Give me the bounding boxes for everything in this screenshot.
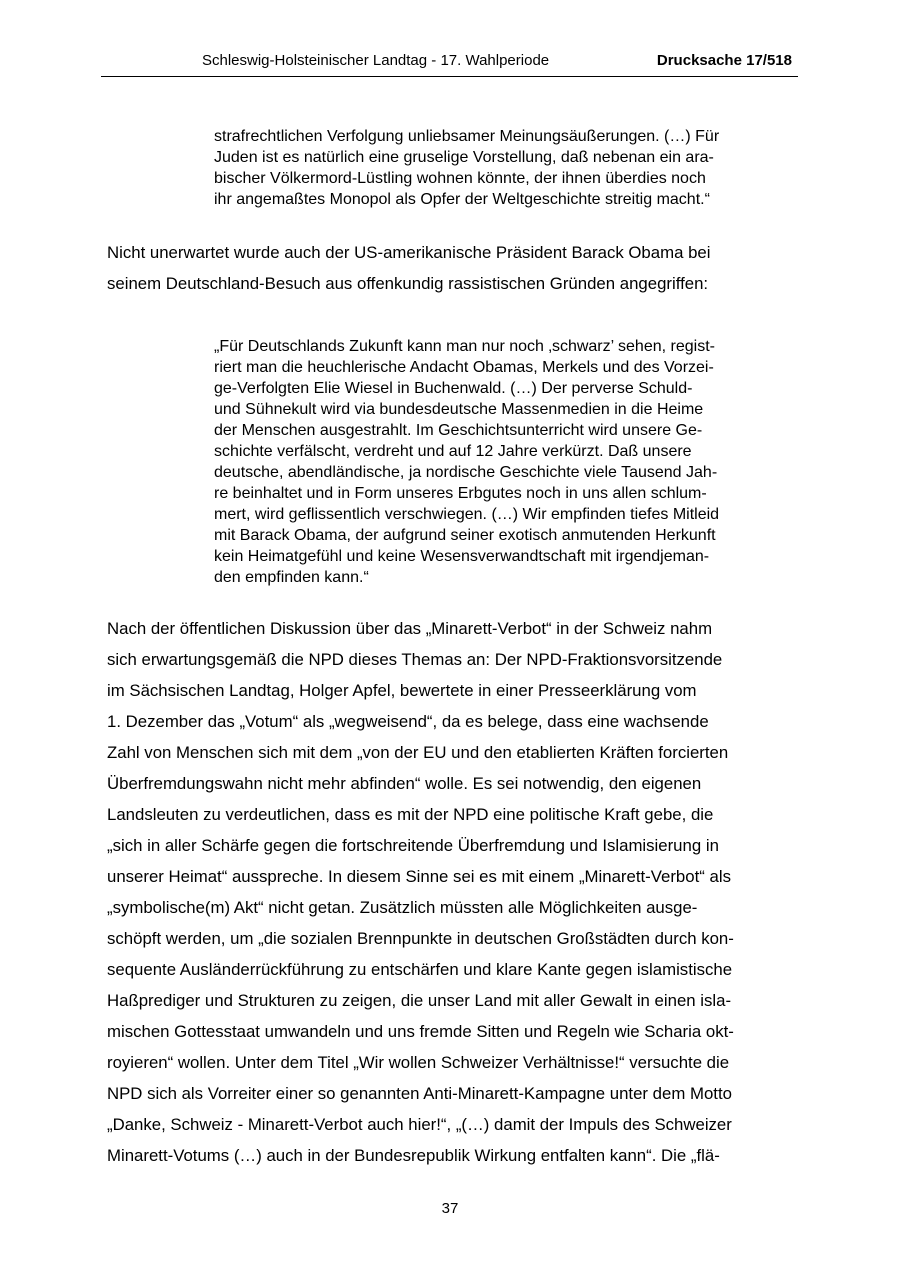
text-line: Landsleuten zu verdeutlichen, dass es mit der NPD eine politische Kraft gebe, die bbox=[107, 805, 714, 824]
text-line: strafrechtlichen Verfolgung unliebsamer Meinungsäußerungen. (…) Für bbox=[214, 128, 720, 145]
text-line: seinem Deutschland-Besuch aus offenkundig rassistischen Gründen angegriffen: bbox=[107, 274, 709, 293]
text-line: re beinhaltet und in Form unseres Erbgutes noch in uns allen schlum- bbox=[214, 485, 707, 502]
page-number: 37 bbox=[441, 1200, 459, 1217]
document-number: Drucksache 17/518 bbox=[656, 52, 792, 69]
text-line: Überfremdungswahn nicht mehr abfinden“ wolle. Es sei notwendig, den eigenen bbox=[107, 774, 702, 793]
text-line: „Danke, Schweiz - Minarett-Verbot auch hier!“, „(…) damit der Impuls des Schweizer bbox=[107, 1115, 732, 1134]
text-line: Nicht unerwartet wurde auch der US-amerikanische Präsident Barack Obama bei bbox=[107, 243, 711, 262]
text-line: „symbolische(m) Akt“ nicht getan. Zusätzlich müssten alle Möglichkeiten ausge- bbox=[107, 898, 698, 917]
text-line: kein Heimatgefühl und keine Wesensverwandtschaft mit irgendjeman- bbox=[214, 548, 710, 565]
text-line: bischer Völkermord-Lüstling wohnen könnte, der ihnen überdies noch bbox=[214, 170, 706, 187]
text-line: und Sühnekult wird via bundesdeutsche Massenmedien in die Heime bbox=[214, 401, 704, 418]
text-line: mischen Gottesstaat umwandeln und uns fremde Sitten und Regeln wie Scharia okt- bbox=[107, 1022, 734, 1041]
text-line: im Sächsischen Landtag, Holger Apfel, bewertete in einer Presseerklärung vom bbox=[107, 681, 697, 700]
text-line: „sich in aller Schärfe gegen die fortschreitende Überfremdung und Islamisierung in bbox=[107, 836, 719, 855]
text-line: unserer Heimat“ ausspreche. In diesem Sinne sei es mit einem „Minarett-Verbot“ als bbox=[107, 867, 731, 886]
text-line: Zahl von Menschen sich mit dem „von der EU und den etablierten Kräften forcierten bbox=[107, 743, 729, 762]
text-line: ge-Verfolgten Elie Wiesel in Buchenwald. (…) Der perverse Schuld- bbox=[214, 380, 693, 397]
paragraph-2 bbox=[107, 613, 797, 1171]
paragraph-1 bbox=[107, 237, 797, 299]
text-line: sich erwartungsgemäß die NPD dieses Themas an: Der NPD-Fraktionsvorsitzende bbox=[107, 650, 723, 669]
page-header bbox=[101, 52, 798, 77]
text-line: NPD sich als Vorreiter einer so genannten Anti-Minarett-Kampagne unter dem Motto bbox=[107, 1084, 732, 1103]
text-line: Minarett-Votums (…) auch in der Bundesrepublik Wirkung entfalten kann“. Die „flä- bbox=[107, 1146, 720, 1165]
text-line: den empfinden kann.“ bbox=[214, 569, 369, 586]
text-line: Haßprediger und Strukturen zu zeigen, die unser Land mit aller Gewalt in einen isla- bbox=[107, 991, 732, 1010]
text-line: Nach der öffentlichen Diskussion über das „Minarett-Verbot“ in der Schweiz nahm bbox=[107, 619, 713, 638]
text-line: 1. Dezember das „Votum“ als „wegweisend“, da es belege, dass eine wachsende bbox=[107, 712, 709, 731]
block-quote-1 bbox=[214, 126, 789, 210]
header-title: Schleswig-Holsteinischer Landtag - 17. Wahlperiode bbox=[202, 52, 550, 69]
text-line: mert, wird geflissentlich verschwiegen. (…) Wir empfinden tiefes Mitleid bbox=[214, 506, 720, 523]
text-line: ihr angemaßtes Monopol als Opfer der Weltgeschichte streitig macht.“ bbox=[214, 191, 710, 208]
text-line: schöpft werden, um „die sozialen Brennpunkte in deutschen Großstädten durch kon- bbox=[107, 929, 734, 948]
text-line: Juden ist es natürlich eine gruselige Vorstellung, daß nebenan ein ara- bbox=[214, 149, 714, 166]
text-line: deutsche, abendländische, ja nordische Geschichte viele Tausend Jah- bbox=[214, 464, 718, 481]
text-line: royieren“ wollen. Unter dem Titel „Wir wollen Schweizer Verhältnisse!“ versuchte die bbox=[107, 1053, 730, 1072]
text-line: „Für Deutschlands Zukunft kann man nur noch ‚schwarz’ sehen, regist- bbox=[214, 338, 715, 355]
text-line: schichte verfälscht, verdreht und auf 12 Jahre verkürzt. Daß unsere bbox=[214, 443, 692, 460]
text-line: der Menschen ausgestrahlt. Im Geschichtsunterricht wird unsere Ge- bbox=[214, 422, 703, 439]
text-line: mit Barack Obama, der aufgrund seiner exotisch anmutenden Herkunft bbox=[214, 527, 716, 544]
text-line: riert man die heuchlerische Andacht Obamas, Merkels und des Vorzei- bbox=[214, 359, 714, 376]
block-quote-2 bbox=[214, 336, 789, 588]
text-line: sequente Ausländerrückführung zu entschärfen und klare Kante gegen islamistische bbox=[107, 960, 733, 979]
